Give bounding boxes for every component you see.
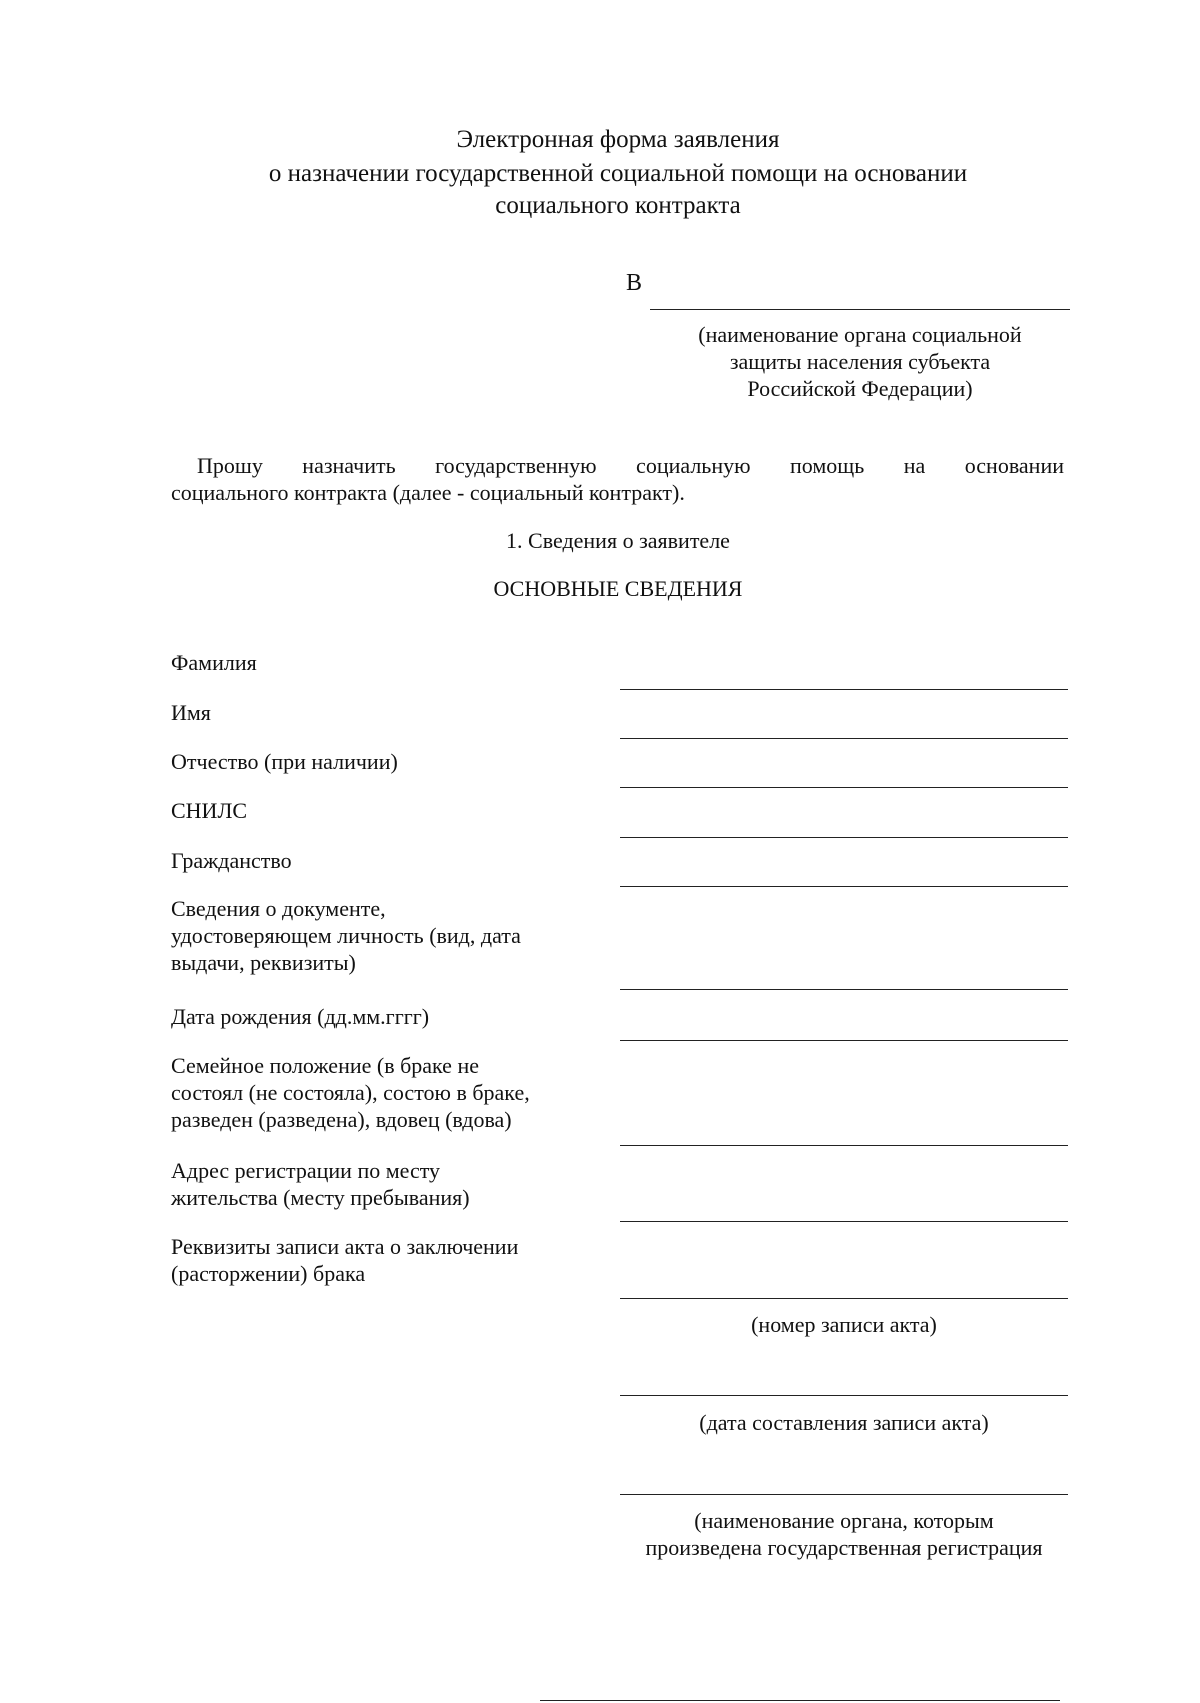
request-paragraph (171, 452, 1064, 506)
addressee-caption-line-2: защиты населения субъекта (729, 349, 991, 374)
addressee-caption-line-3: Российской Федерации) (747, 376, 973, 401)
surname-input-line[interactable] (620, 689, 1068, 690)
field-label-birth-date: Дата рождения (дд.мм.гггг) (171, 1004, 430, 1029)
form-title-line-1: Электронная форма заявления (456, 126, 780, 153)
section-subtitle: ОСНОВНЫЕ СВЕДЕНИЯ (493, 576, 743, 601)
form-title-line-2: о назначении государственной социальной помощи на основании (268, 160, 968, 187)
marital-status-input-line[interactable] (620, 1145, 1068, 1146)
request-line-2: социального контракта (далее - социальный контракт). (171, 480, 685, 505)
citizenship-input-line[interactable] (620, 886, 1068, 887)
field-label-marital-status: Семейное положение (в браке не состоял (не состояла), состою в браке, разведен (разведена), вдовец (вдова) (171, 1053, 530, 1132)
marriage-record-number-input-line[interactable] (620, 1298, 1068, 1299)
addressee-prefix: В (626, 270, 643, 296)
registration-authority-input-line[interactable] (620, 1494, 1068, 1495)
field-label-citizenship: Гражданство (171, 848, 292, 873)
field-label-snils: СНИЛС (171, 798, 248, 823)
record-date-caption: (дата составления записи акта) (699, 1410, 989, 1435)
registration-authority-caption-line-2: произведена государственная регистрация (645, 1535, 1043, 1560)
section-title: 1. Сведения о заявителе (506, 528, 730, 553)
field-label-first-name: Имя (171, 700, 211, 725)
addressee-caption-line-1: (наименование органа социальной (698, 322, 1022, 347)
addressee-input-line[interactable] (650, 309, 1070, 310)
field-label-identity-document: Сведения о документе, удостоверяющем личность (вид, дата выдачи, реквизиты) (171, 896, 521, 975)
marriage-record-date-input-line[interactable] (620, 1395, 1068, 1396)
record-number-caption: (номер записи акта) (751, 1312, 937, 1337)
snils-input-line[interactable] (620, 837, 1068, 838)
field-label-registration-address: Адрес регистрации по месту жительства (месту пребывания) (171, 1158, 470, 1210)
request-line-1: Прошу назначить государственную социальную помощь на основании (197, 453, 1064, 478)
identity-document-input-line[interactable] (620, 989, 1068, 990)
birth-date-input-line[interactable] (620, 1040, 1068, 1041)
registration-address-input-line[interactable] (620, 1221, 1068, 1222)
field-label-patronymic: Отчество (при наличии) (171, 749, 398, 774)
page-bottom-rule (540, 1700, 1060, 1701)
field-label-surname: Фамилия (171, 650, 257, 675)
registration-authority-caption-line-1: (наименование органа, которым (694, 1508, 994, 1533)
field-label-marriage-record: Реквизиты записи акта о заключении (расторжении) брака (171, 1234, 519, 1286)
first-name-input-line[interactable] (620, 738, 1068, 739)
patronymic-input-line[interactable] (620, 787, 1068, 788)
form-title-line-3: социального контракта (495, 192, 741, 219)
